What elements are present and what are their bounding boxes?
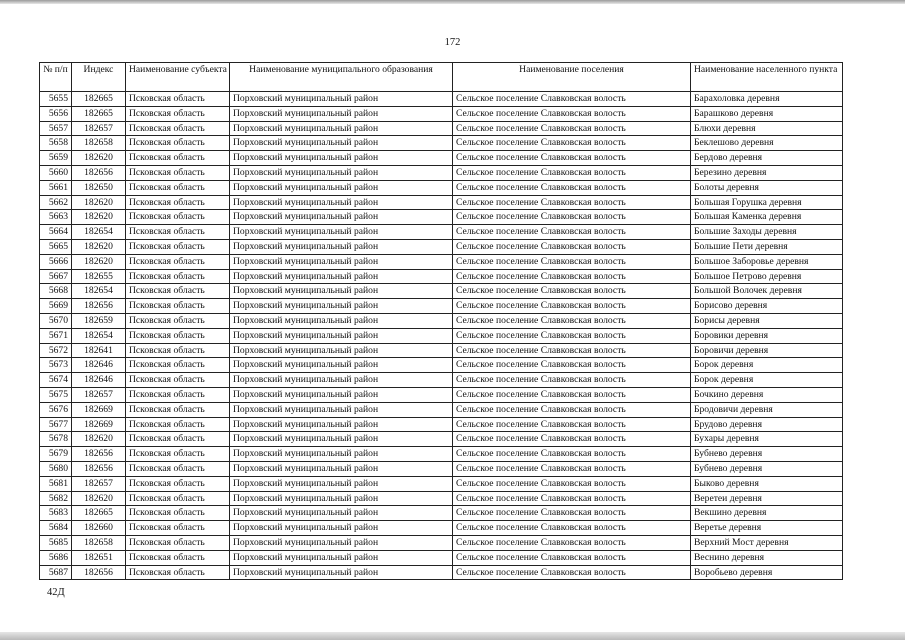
- table-row: [40, 373, 843, 388]
- settlements-table: [39, 62, 843, 580]
- settlement-name: Сельское поселение Славковская волость: [453, 550, 691, 565]
- postal-index: 182646: [72, 373, 126, 388]
- subject-name: Псковская область: [126, 387, 230, 402]
- postal-index: 182654: [72, 284, 126, 299]
- row-num: 5660: [40, 165, 72, 180]
- postal-index: 182656: [72, 447, 126, 462]
- municipal-name: Порховский муниципальный район: [230, 535, 453, 550]
- row-num: 5686: [40, 550, 72, 565]
- settlement-name: Сельское поселение Славковская волость: [453, 269, 691, 284]
- row-num: 5676: [40, 402, 72, 417]
- postal-index: 182620: [72, 491, 126, 506]
- subject-name: Псковская область: [126, 402, 230, 417]
- locality-name: Бубнево деревня: [691, 461, 843, 476]
- municipal-name: Порховский муниципальный район: [230, 565, 453, 580]
- locality-name: Веретье деревня: [691, 521, 843, 536]
- settlement-name: Сельское поселение Славковская волость: [453, 521, 691, 536]
- settlement-name: Сельское поселение Славковская волость: [453, 239, 691, 254]
- locality-name: Векшино деревня: [691, 506, 843, 521]
- row-num: 5664: [40, 225, 72, 240]
- row-num: 5668: [40, 284, 72, 299]
- municipal-name: Порховский муниципальный район: [230, 373, 453, 388]
- municipal-name: Порховский муниципальный район: [230, 313, 453, 328]
- subject-name: Псковская область: [126, 521, 230, 536]
- postal-index: 182654: [72, 225, 126, 240]
- row-num: 5661: [40, 180, 72, 195]
- table-body: [40, 92, 843, 580]
- postal-index: 182658: [72, 535, 126, 550]
- settlement-name: Сельское поселение Славковская волость: [453, 447, 691, 462]
- settlement-name: Сельское поселение Славковская волость: [453, 387, 691, 402]
- table-row: [40, 447, 843, 462]
- row-num: 5658: [40, 136, 72, 151]
- settlement-name: Сельское поселение Славковская волость: [453, 254, 691, 269]
- settlement-name: Сельское поселение Славковская волость: [453, 432, 691, 447]
- subject-name: Псковская область: [126, 225, 230, 240]
- subject-name: Псковская область: [126, 210, 230, 225]
- locality-name: Веретеи деревня: [691, 491, 843, 506]
- subject-name: Псковская область: [126, 476, 230, 491]
- municipal-name: Порховский муниципальный район: [230, 521, 453, 536]
- subject-name: Псковская область: [126, 550, 230, 565]
- subject-name: Псковская область: [126, 373, 230, 388]
- table-row: [40, 387, 843, 402]
- postal-index: 182646: [72, 358, 126, 373]
- row-num: 5672: [40, 343, 72, 358]
- table-row: [40, 299, 843, 314]
- municipal-name: Порховский муниципальный район: [230, 447, 453, 462]
- locality-name: Воробьево деревня: [691, 565, 843, 580]
- postal-index: 182658: [72, 136, 126, 151]
- locality-name: Веснино деревня: [691, 550, 843, 565]
- municipal-name: Порховский муниципальный район: [230, 106, 453, 121]
- locality-name: Боровичи деревня: [691, 343, 843, 358]
- subject-name: Псковская область: [126, 461, 230, 476]
- municipal-name: Порховский муниципальный район: [230, 269, 453, 284]
- municipal-name: Порховский муниципальный район: [230, 343, 453, 358]
- table-row: [40, 550, 843, 565]
- locality-name: Большие Пети деревня: [691, 239, 843, 254]
- table-row: [40, 106, 843, 121]
- locality-name: Бочкино деревня: [691, 387, 843, 402]
- header-locality: Наименование населенного пункта: [691, 63, 843, 92]
- locality-name: Березино деревня: [691, 165, 843, 180]
- municipal-name: Порховский муниципальный район: [230, 121, 453, 136]
- municipal-name: Порховский муниципальный район: [230, 284, 453, 299]
- table-row: [40, 210, 843, 225]
- row-num: 5670: [40, 313, 72, 328]
- scan-edge-top: [0, 0, 905, 4]
- header-settlement: Наименование поселения: [453, 63, 691, 92]
- municipal-name: Порховский муниципальный район: [230, 432, 453, 447]
- postal-index: 182660: [72, 521, 126, 536]
- scan-edge-bottom: [0, 632, 905, 640]
- locality-name: Барахоловка деревня: [691, 92, 843, 107]
- subject-name: Псковская область: [126, 313, 230, 328]
- table-row: [40, 506, 843, 521]
- table-row: [40, 432, 843, 447]
- postal-index: 182657: [72, 476, 126, 491]
- settlement-name: Сельское поселение Славковская волость: [453, 358, 691, 373]
- table-row: [40, 254, 843, 269]
- municipal-name: Порховский муниципальный район: [230, 165, 453, 180]
- table-row: [40, 328, 843, 343]
- row-num: 5684: [40, 521, 72, 536]
- postal-index: 182657: [72, 387, 126, 402]
- settlement-name: Сельское поселение Славковская волость: [453, 373, 691, 388]
- locality-name: Брудово деревня: [691, 417, 843, 432]
- row-num: 5679: [40, 447, 72, 462]
- locality-name: Большое Петрово деревня: [691, 269, 843, 284]
- postal-index: 182620: [72, 254, 126, 269]
- subject-name: Псковская область: [126, 328, 230, 343]
- postal-index: 182620: [72, 151, 126, 166]
- row-num: 5681: [40, 476, 72, 491]
- subject-name: Псковская область: [126, 195, 230, 210]
- table-row: [40, 195, 843, 210]
- municipal-name: Порховский муниципальный район: [230, 506, 453, 521]
- locality-name: Борисово деревня: [691, 299, 843, 314]
- locality-name: Боровики деревня: [691, 328, 843, 343]
- settlement-name: Сельское поселение Славковская волость: [453, 136, 691, 151]
- postal-index: 182665: [72, 106, 126, 121]
- subject-name: Псковская область: [126, 254, 230, 269]
- settlement-name: Сельское поселение Славковская волость: [453, 225, 691, 240]
- municipal-name: Порховский муниципальный район: [230, 402, 453, 417]
- row-num: 5671: [40, 328, 72, 343]
- subject-name: Псковская область: [126, 165, 230, 180]
- table-row: [40, 151, 843, 166]
- municipal-name: Порховский муниципальный район: [230, 254, 453, 269]
- row-num: 5680: [40, 461, 72, 476]
- table-row: [40, 402, 843, 417]
- postal-index: 182620: [72, 432, 126, 447]
- postal-index: 182620: [72, 210, 126, 225]
- municipal-name: Порховский муниципальный район: [230, 299, 453, 314]
- municipal-name: Порховский муниципальный район: [230, 417, 453, 432]
- postal-index: 182669: [72, 417, 126, 432]
- municipal-name: Порховский муниципальный район: [230, 92, 453, 107]
- subject-name: Псковская область: [126, 284, 230, 299]
- settlement-name: Сельское поселение Славковская волость: [453, 343, 691, 358]
- table-header-row: [40, 63, 843, 92]
- municipal-name: Порховский муниципальный район: [230, 225, 453, 240]
- row-num: 5666: [40, 254, 72, 269]
- settlement-name: Сельское поселение Славковская волость: [453, 121, 691, 136]
- table-row: [40, 343, 843, 358]
- table-row: [40, 92, 843, 107]
- municipal-name: Порховский муниципальный район: [230, 328, 453, 343]
- row-num: 5673: [40, 358, 72, 373]
- municipal-name: Порховский муниципальный район: [230, 136, 453, 151]
- row-num: 5669: [40, 299, 72, 314]
- row-num: 5678: [40, 432, 72, 447]
- row-num: 5685: [40, 535, 72, 550]
- settlement-name: Сельское поселение Славковская волость: [453, 402, 691, 417]
- page-number: 172: [444, 37, 461, 48]
- table-row: [40, 180, 843, 195]
- locality-name: Бердово деревня: [691, 151, 843, 166]
- settlement-name: Сельское поселение Славковская волость: [453, 417, 691, 432]
- row-num: 5683: [40, 506, 72, 521]
- row-num: 5667: [40, 269, 72, 284]
- municipal-name: Порховский муниципальный район: [230, 358, 453, 373]
- municipal-name: Порховский муниципальный район: [230, 180, 453, 195]
- locality-name: Борок деревня: [691, 358, 843, 373]
- table-row: [40, 136, 843, 151]
- subject-name: Псковская область: [126, 106, 230, 121]
- postal-index: 182654: [72, 328, 126, 343]
- locality-name: Большой Волочек деревня: [691, 284, 843, 299]
- table-row: [40, 491, 843, 506]
- table-row: [40, 417, 843, 432]
- locality-name: Борок деревня: [691, 373, 843, 388]
- table-row: [40, 521, 843, 536]
- subject-name: Псковская область: [126, 180, 230, 195]
- postal-index: 182650: [72, 180, 126, 195]
- settlement-name: Сельское поселение Славковская волость: [453, 506, 691, 521]
- subject-name: Псковская область: [126, 92, 230, 107]
- table-row: [40, 239, 843, 254]
- subject-name: Псковская область: [126, 151, 230, 166]
- header-index: Индекс: [72, 63, 126, 92]
- table-row: [40, 225, 843, 240]
- settlement-name: Сельское поселение Славковская волость: [453, 299, 691, 314]
- row-num: 5663: [40, 210, 72, 225]
- locality-name: Большое Заборовье деревня: [691, 254, 843, 269]
- table-row: [40, 565, 843, 580]
- settlement-name: Сельское поселение Славковская волость: [453, 535, 691, 550]
- municipal-name: Порховский муниципальный район: [230, 151, 453, 166]
- postal-index: 182669: [72, 402, 126, 417]
- settlement-name: Сельское поселение Славковская волость: [453, 210, 691, 225]
- subject-name: Псковская область: [126, 491, 230, 506]
- locality-name: Бухары деревня: [691, 432, 843, 447]
- postal-index: 182665: [72, 506, 126, 521]
- municipal-name: Порховский муниципальный район: [230, 239, 453, 254]
- postal-index: 182665: [72, 92, 126, 107]
- postal-index: 182656: [72, 565, 126, 580]
- row-num: 5677: [40, 417, 72, 432]
- municipal-name: Порховский муниципальный район: [230, 210, 453, 225]
- row-num: 5665: [40, 239, 72, 254]
- settlement-name: Сельское поселение Славковская волость: [453, 151, 691, 166]
- row-num: 5659: [40, 151, 72, 166]
- locality-name: Большая Каменка деревня: [691, 210, 843, 225]
- settlement-name: Сельское поселение Славковская волость: [453, 195, 691, 210]
- subject-name: Псковская область: [126, 239, 230, 254]
- subject-name: Псковская область: [126, 299, 230, 314]
- table-row: [40, 269, 843, 284]
- settlement-name: Сельское поселение Славковская волость: [453, 476, 691, 491]
- subject-name: Псковская область: [126, 506, 230, 521]
- settlement-name: Сельское поселение Славковская волость: [453, 106, 691, 121]
- table-row: [40, 476, 843, 491]
- postal-index: 182641: [72, 343, 126, 358]
- subject-name: Псковская область: [126, 417, 230, 432]
- settlement-name: Сельское поселение Славковская волость: [453, 284, 691, 299]
- municipal-name: Порховский муниципальный район: [230, 491, 453, 506]
- locality-name: Большие Заходы деревня: [691, 225, 843, 240]
- locality-name: Бродовичи деревня: [691, 402, 843, 417]
- table-row: [40, 358, 843, 373]
- subject-name: Псковская область: [126, 447, 230, 462]
- locality-name: Барашково деревня: [691, 106, 843, 121]
- table-row: [40, 121, 843, 136]
- subject-name: Псковская область: [126, 343, 230, 358]
- subject-name: Псковская область: [126, 565, 230, 580]
- postal-index: 182657: [72, 121, 126, 136]
- locality-name: Большая Горушка деревня: [691, 195, 843, 210]
- postal-index: 182651: [72, 550, 126, 565]
- subject-name: Псковская область: [126, 269, 230, 284]
- locality-name: Быково деревня: [691, 476, 843, 491]
- postal-index: 182656: [72, 299, 126, 314]
- locality-name: Борисы деревня: [691, 313, 843, 328]
- subject-name: Псковская область: [126, 535, 230, 550]
- row-num: 5657: [40, 121, 72, 136]
- postal-index: 182659: [72, 313, 126, 328]
- row-num: 5687: [40, 565, 72, 580]
- municipal-name: Порховский муниципальный район: [230, 195, 453, 210]
- footer-code: 42Д: [47, 587, 65, 598]
- settlement-name: Сельское поселение Славковская волость: [453, 565, 691, 580]
- municipal-name: Порховский муниципальный район: [230, 476, 453, 491]
- municipal-name: Порховский муниципальный район: [230, 387, 453, 402]
- postal-index: 182620: [72, 195, 126, 210]
- row-num: 5655: [40, 92, 72, 107]
- row-num: 5674: [40, 373, 72, 388]
- municipal-name: Порховский муниципальный район: [230, 550, 453, 565]
- subject-name: Псковская область: [126, 432, 230, 447]
- table-row: [40, 284, 843, 299]
- settlement-name: Сельское поселение Славковская волость: [453, 461, 691, 476]
- row-num: 5662: [40, 195, 72, 210]
- table-row: [40, 535, 843, 550]
- header-subject: Наименование субъекта: [126, 63, 230, 92]
- table-row: [40, 461, 843, 476]
- locality-name: Болоты деревня: [691, 180, 843, 195]
- settlement-name: Сельское поселение Славковская волость: [453, 491, 691, 506]
- settlement-name: Сельское поселение Славковская волость: [453, 328, 691, 343]
- municipal-name: Порховский муниципальный район: [230, 461, 453, 476]
- settlement-name: Сельское поселение Славковская волость: [453, 165, 691, 180]
- locality-name: Бубнево деревня: [691, 447, 843, 462]
- subject-name: Псковская область: [126, 121, 230, 136]
- settlement-name: Сельское поселение Славковская волость: [453, 92, 691, 107]
- subject-name: Псковская область: [126, 136, 230, 151]
- header-municipal: Наименование муниципального образования: [230, 63, 453, 92]
- postal-index: 182655: [72, 269, 126, 284]
- table-row: [40, 313, 843, 328]
- postal-index: 182656: [72, 461, 126, 476]
- table-row: [40, 165, 843, 180]
- locality-name: Верхний Мост деревня: [691, 535, 843, 550]
- settlement-name: Сельское поселение Славковская волость: [453, 313, 691, 328]
- postal-index: 182656: [72, 165, 126, 180]
- row-num: 5656: [40, 106, 72, 121]
- row-num: 5682: [40, 491, 72, 506]
- subject-name: Псковская область: [126, 358, 230, 373]
- locality-name: Блюхи деревня: [691, 121, 843, 136]
- settlement-name: Сельское поселение Славковская волость: [453, 180, 691, 195]
- row-num: 5675: [40, 387, 72, 402]
- locality-name: Беклешово деревня: [691, 136, 843, 151]
- header-num: № п/п: [40, 63, 72, 92]
- postal-index: 182620: [72, 239, 126, 254]
